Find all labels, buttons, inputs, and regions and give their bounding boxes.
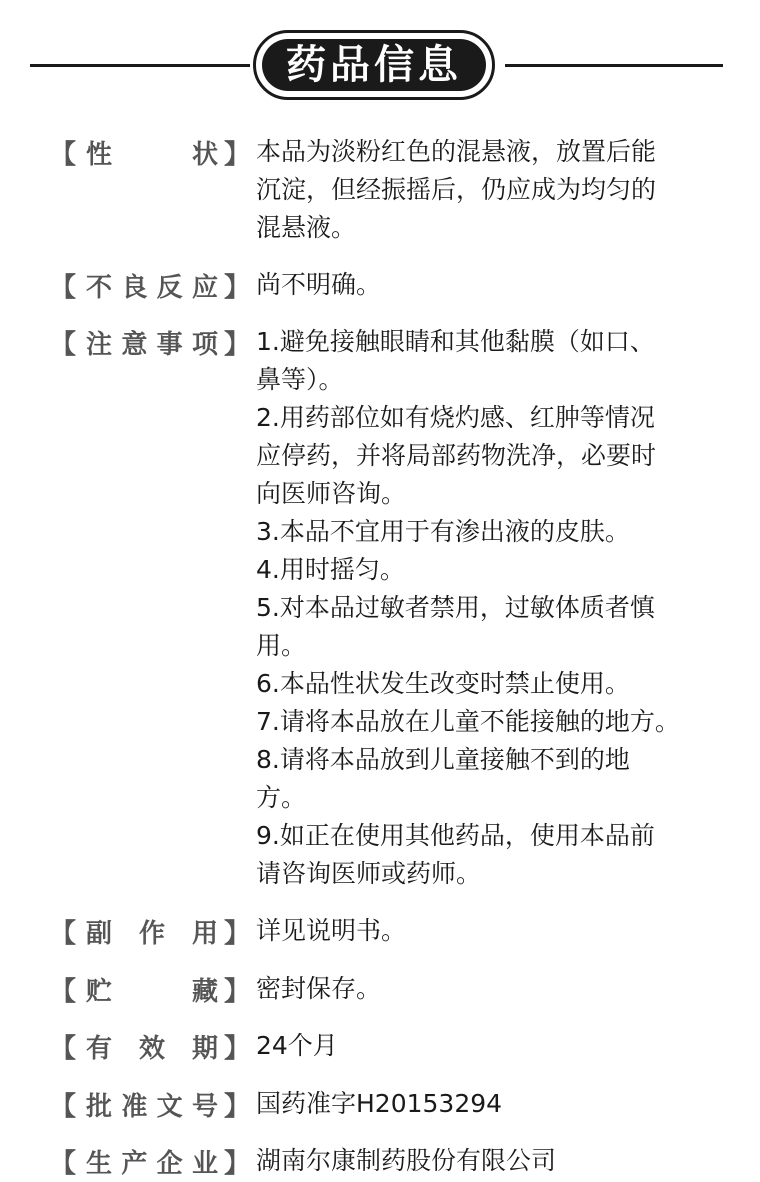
field-label bbox=[50, 912, 250, 950]
label-char: 有 bbox=[86, 1033, 113, 1064]
bracket-open: 【 bbox=[50, 272, 77, 303]
label-char: 贮 bbox=[86, 976, 113, 1007]
bracket-open: 【 bbox=[50, 329, 77, 360]
field-value: 本品为淡粉红色的混悬液，放置后能 沉淀，但经振摇后，仍应成为均匀的 混悬液。 bbox=[256, 137, 657, 242]
field-label bbox=[50, 1027, 250, 1065]
label-char: 事 bbox=[156, 329, 183, 360]
label-char: 注 bbox=[86, 329, 113, 360]
bracket-close: 】 bbox=[223, 272, 250, 303]
label-char: 企 bbox=[156, 1148, 183, 1179]
page-title: 药品信息 bbox=[286, 42, 462, 88]
field-value: 尚不明确。 bbox=[256, 270, 382, 299]
label-char: 效 bbox=[138, 1033, 165, 1064]
label-char: 不 bbox=[86, 272, 113, 303]
bracket-close: 】 bbox=[223, 1091, 250, 1122]
bracket-open: 【 bbox=[50, 976, 77, 1007]
field-value: 国药准字H20153294 bbox=[256, 1089, 503, 1118]
label-char: 批 bbox=[86, 1091, 113, 1122]
field-value: 详见说明书。 bbox=[256, 916, 407, 945]
bracket-open: 【 bbox=[50, 1148, 77, 1179]
label-char: 项 bbox=[191, 329, 218, 360]
label-char: 状 bbox=[191, 139, 218, 170]
header-divider-left bbox=[30, 64, 250, 67]
label-char: 号 bbox=[191, 1091, 218, 1122]
field-value: 24个月 bbox=[256, 1031, 338, 1060]
field-value: 湖南尔康制药股份有限公司 bbox=[256, 1146, 557, 1175]
bracket-open: 【 bbox=[50, 918, 77, 949]
field-value: 1.避免接触眼睛和其他黏膜（如口、 鼻等）。 2.用药部位如有烧灼感、红肿等情况 应停药，并将局部药物洗净，必要时 向医师咨询。 3.本品不宜用于有渗出液的皮肤。 4.用时摇匀。 5.对本品过敏者禁用，过敏体质者慎 用。 6.本品性状发生改变时禁止使用。 7.请将本品放在儿童不能接触的地方。 8.请将本品放到儿童接触不到的地 方。 9.如正在使用其他药品，使用本品前 请咨询医师或药师。 bbox=[256, 327, 680, 888]
label-char: 藏 bbox=[191, 976, 218, 1007]
bracket-open: 【 bbox=[50, 1091, 77, 1122]
bracket-close: 】 bbox=[223, 976, 250, 1007]
label-char: 反 bbox=[156, 272, 183, 303]
field-label bbox=[50, 323, 250, 361]
label-char: 产 bbox=[121, 1148, 148, 1179]
field-label bbox=[50, 133, 250, 171]
label-char: 副 bbox=[86, 918, 113, 949]
bracket-close: 】 bbox=[223, 329, 250, 360]
label-char: 良 bbox=[121, 272, 148, 303]
label-char: 作 bbox=[138, 918, 165, 949]
label-char: 应 bbox=[191, 272, 218, 303]
field-label bbox=[50, 1142, 250, 1180]
label-char: 业 bbox=[191, 1148, 218, 1179]
bracket-close: 】 bbox=[223, 1148, 250, 1179]
label-char: 生 bbox=[86, 1148, 113, 1179]
label-char: 意 bbox=[121, 329, 148, 360]
label-char: 准 bbox=[121, 1091, 148, 1122]
header-divider-right bbox=[505, 64, 723, 67]
field-label bbox=[50, 970, 250, 1008]
field-value: 密封保存。 bbox=[256, 974, 382, 1003]
label-char: 用 bbox=[191, 918, 218, 949]
field-label bbox=[50, 1085, 250, 1123]
bracket-open: 【 bbox=[50, 1033, 77, 1064]
bracket-close: 】 bbox=[223, 1033, 250, 1064]
section-header bbox=[0, 30, 760, 102]
title-badge bbox=[253, 30, 495, 100]
label-char: 性 bbox=[86, 139, 113, 170]
bracket-open: 【 bbox=[50, 139, 77, 170]
bracket-close: 】 bbox=[223, 918, 250, 949]
bracket-close: 】 bbox=[223, 139, 250, 170]
field-label bbox=[50, 266, 250, 304]
label-char: 期 bbox=[191, 1033, 218, 1064]
label-char: 文 bbox=[156, 1091, 183, 1122]
